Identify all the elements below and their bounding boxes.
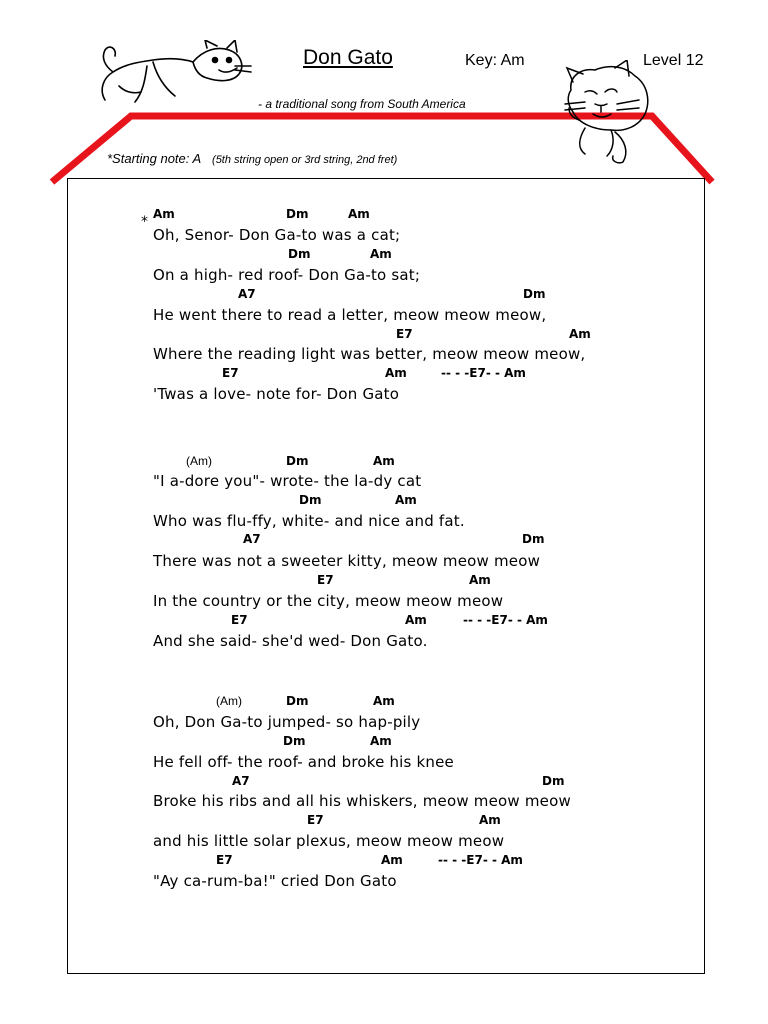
chord: Dm [286,694,309,708]
chord: A7 [232,774,250,788]
chord: -- - -E7- - Am [438,853,523,867]
song-title: Don Gato [303,46,393,69]
lyric-line: Who was flu-ffy, white- and nice and fat. [153,512,465,530]
chord: A7 [238,287,256,301]
song-key: Key: Am [465,52,525,69]
chord: Am [373,694,395,708]
lyric-line: "Ay ca-rum-ba!" cried Don Gato [153,872,397,890]
starting-note-label: *Starting note: A [107,151,202,166]
lyric-line: In the country or the city, meow meow meow [153,592,504,610]
chord: Dm [523,287,546,301]
lyric-line: He went there to read a letter, meow meow meow, [153,306,547,324]
lyric-line: On a high- red roof- Don Ga-to sat; [153,266,421,284]
chord: Am [569,327,591,341]
chord: A7 [243,532,261,546]
cat-right-drawing [555,60,665,165]
chord: Am [385,366,407,380]
song-subtitle: - a traditional song from South America [258,97,466,111]
lyric-line: There was not a sweeter kitty, meow meow meow [153,552,541,570]
lyric-line: 'Twas a love- note for- Don Gato [153,385,400,403]
chord: E7 [317,573,334,587]
chord: Am [381,853,403,867]
chord: -- - -E7- - Am [441,366,526,380]
chord: Am [370,247,392,261]
chord: Am [479,813,501,827]
lyric-line: Broke his ribs and all his whiskers, meow meow meow [153,792,571,810]
chord: E7 [396,327,413,341]
chord: Dm [283,734,306,748]
lyric-line: And she said- she'd wed- Don Gato. [153,632,428,650]
chord: -- - -E7- - Am [463,613,548,627]
chord: Am [469,573,491,587]
chord: E7 [307,813,324,827]
chord: Dm [286,207,309,221]
chord: Dm [299,493,322,507]
starting-note-marker: * [141,214,148,230]
chord: (Am) [216,694,242,708]
chord: Am [405,613,427,627]
chord: Dm [522,532,545,546]
song-level: Level 12 [643,52,704,69]
lyric-line: "I a-dore you"- wrote- the la-dy cat [153,472,422,490]
lyric-line: Oh, Don Ga-to jumped- so hap-pily [153,713,421,731]
chord: Am [373,454,395,468]
cat-left-drawing [95,40,255,110]
chord: Dm [288,247,311,261]
chord: Am [348,207,370,221]
chord: Am [370,734,392,748]
starting-note [107,151,397,166]
starting-note-detail: (5th string open or 3rd string, 2nd fret) [212,154,398,166]
chord: Am [153,207,175,221]
chord: E7 [222,366,239,380]
lyric-line: Where the reading light was better, meow meow meow, [153,345,586,363]
chord: Dm [286,454,309,468]
lyric-line: He fell off- the roof- and broke his knee [153,753,454,771]
lyric-line: and his little solar plexus, meow meow meow [153,832,505,850]
chord: Dm [542,774,565,788]
lyric-line: Oh, Senor- Don Ga-to was a cat; [153,226,401,244]
chord: E7 [231,613,248,627]
chord: Am [395,493,417,507]
chord: (Am) [186,454,212,468]
chord: E7 [216,853,233,867]
